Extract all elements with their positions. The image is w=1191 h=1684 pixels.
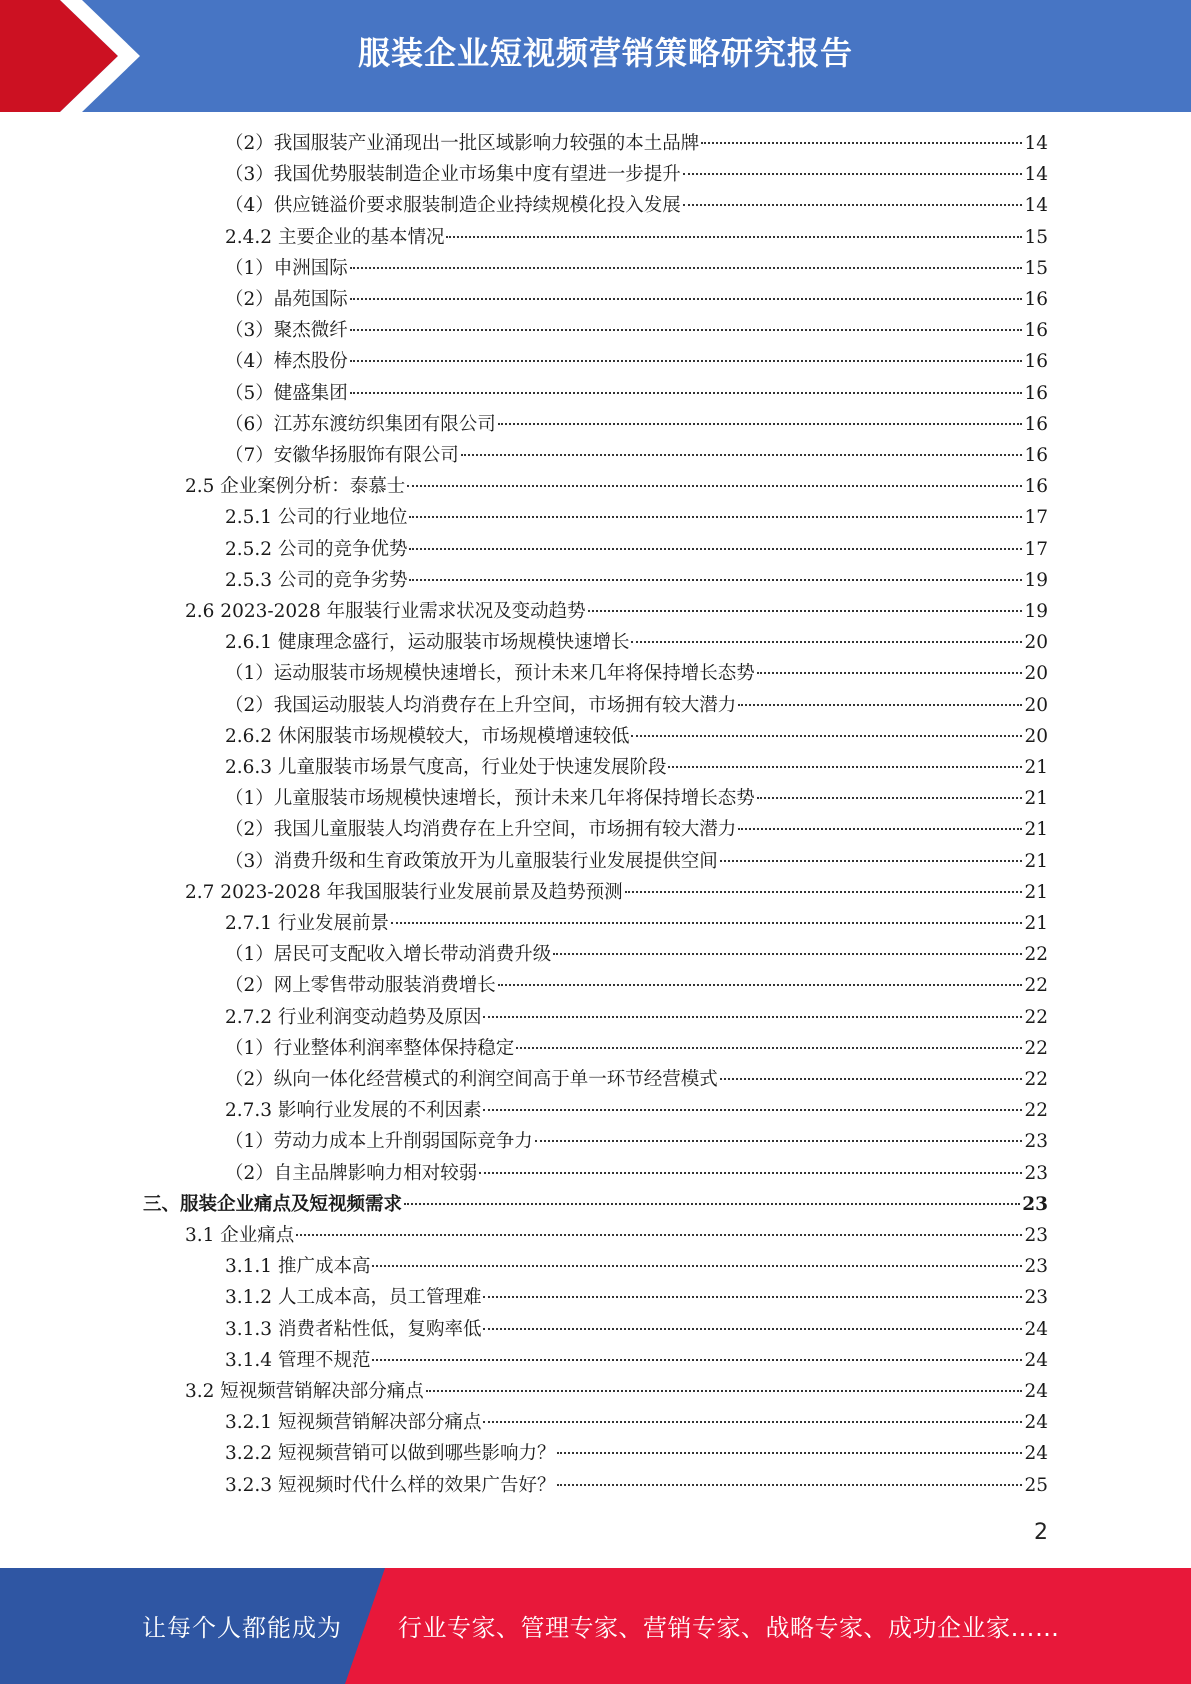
toc-entry-title: 2.7.1 行业发展前景: [225, 913, 389, 934]
toc-dot-leader: [738, 828, 1022, 830]
toc-entry[interactable]: [185, 877, 1048, 908]
toc-entry[interactable]: [185, 596, 1048, 627]
toc-entry-title: 3.2.3 短视频时代什么样的效果广告好？: [225, 1474, 556, 1496]
toc-entry-page: 16: [1024, 320, 1048, 342]
toc-entry-title: 3.1.1 推广成本高: [225, 1256, 371, 1278]
toc-dot-leader: [461, 454, 1023, 456]
toc-dot-leader: [701, 142, 1022, 144]
toc-entry[interactable]: [225, 378, 1048, 409]
toc-entry[interactable]: [225, 752, 1048, 783]
toc-entry[interactable]: [225, 128, 1048, 159]
toc-entry-title: 3.1 企业痛点: [185, 1225, 295, 1246]
toc-dot-leader: [553, 953, 1022, 955]
page-header: [0, 0, 1191, 112]
toc-dot-leader: [350, 392, 1023, 394]
page-footer: [0, 1568, 1191, 1684]
toc-dot-leader: [407, 485, 1022, 487]
toc-entry[interactable]: [225, 1095, 1048, 1126]
toc-dot-leader: [483, 1296, 1022, 1298]
toc-entry-page: 16: [1024, 351, 1048, 373]
toc-entry-title: 三、服装企业痛点及短视频需求: [143, 1193, 403, 1215]
toc-entry[interactable]: [225, 1126, 1048, 1157]
toc-entry-title: （3）我国优势服装制造企业市场集中度有望进一步提升: [225, 164, 681, 186]
toc-dot-leader: [350, 329, 1023, 331]
toc-entry[interactable]: [225, 1064, 1048, 1095]
toc-entry-title: （1）劳动力成本上升削弱国际竞争力: [225, 1131, 533, 1153]
toc-entry[interactable]: [225, 159, 1048, 190]
toc-entry[interactable]: [225, 908, 1048, 939]
toc-entry[interactable]: [225, 1407, 1048, 1438]
toc-entry-page: 21: [1024, 819, 1048, 841]
toc-entry[interactable]: [225, 1314, 1048, 1345]
toc-entry[interactable]: [225, 970, 1048, 1001]
toc-entry[interactable]: [225, 721, 1048, 752]
toc-entry[interactable]: [225, 1251, 1048, 1282]
toc-entry-page: 20: [1024, 663, 1048, 685]
toc-entry[interactable]: [225, 814, 1048, 845]
toc-entry-title: 2.6 2023-2028 年服装行业需求状况及变动趋势: [185, 601, 586, 622]
toc-entry-title: 2.7 2023-2028 年我国服装行业发展前景及趋势预测: [185, 881, 623, 903]
toc-entry-title: （1）申洲国际: [225, 257, 348, 279]
toc-entry[interactable]: [225, 565, 1048, 596]
toc-dot-leader: [391, 922, 1022, 924]
toc-entry[interactable]: [225, 534, 1048, 565]
toc-entry[interactable]: [225, 658, 1048, 689]
toc-entry-page: 21: [1024, 788, 1048, 810]
toc-entry-page: 19: [1024, 601, 1048, 622]
toc-entry-title: （2）我国儿童服装人均消费存在上升空间，市场拥有较大潜力: [225, 819, 737, 841]
toc-entry-page: 24: [1024, 1349, 1048, 1371]
toc-entry[interactable]: [185, 1376, 1048, 1407]
toc-dot-leader: [479, 1172, 1022, 1174]
toc-entry-page: 15: [1024, 257, 1048, 279]
toc-dot-leader: [409, 579, 1022, 581]
toc-entry-title: （1）居民可支配收入增长带动消费升级: [225, 944, 552, 966]
toc-entry-page: 14: [1024, 164, 1048, 186]
toc-entry-page: 24: [1024, 1381, 1048, 1402]
toc-entry-title: （1）行业整体利润率整体保持稳定: [225, 1037, 515, 1059]
toc-dot-leader: [625, 891, 1023, 893]
toc-dot-leader: [738, 704, 1022, 706]
toc-entry-title: （2）晶苑国际: [225, 289, 348, 310]
toc-dot-leader: [350, 298, 1023, 300]
toc-entry-title: （2）自主品牌影响力相对较弱: [225, 1162, 478, 1184]
toc-dot-leader: [683, 204, 1023, 206]
toc-dot-leader: [446, 236, 1022, 238]
toc-entry-title: 3.1.2 人工成本高，员工管理难: [225, 1287, 482, 1309]
toc-entry[interactable]: [225, 1033, 1048, 1064]
toc-dot-leader: [683, 173, 1023, 175]
toc-entry-page: 23: [1024, 1162, 1048, 1184]
toc-entry-page: 24: [1024, 1318, 1048, 1340]
toc-entry-title: （5）健盛集团: [225, 382, 348, 404]
toc-dot-leader: [757, 672, 1023, 674]
toc-entry-title: （2）我国服装产业涌现出一批区域影响力较强的本土品牌: [225, 133, 700, 154]
page-number: 2: [1034, 1520, 1048, 1545]
toc-dot-leader: [483, 1421, 1022, 1423]
toc-entry[interactable]: [225, 315, 1048, 346]
toc-entry[interactable]: [225, 409, 1048, 440]
report-title: 服装企业短视频营销策略研究报告: [357, 34, 853, 72]
toc-entry-page: 21: [1024, 913, 1048, 934]
toc-entry-title: 3.1.3 消费者粘性低，复购率低: [225, 1318, 482, 1340]
toc-entry-page: 22: [1024, 1037, 1048, 1059]
footer-slogan-left: 让每个人都能成为: [142, 1614, 342, 1642]
toc-entry-title: （2）纵向一体化经营模式的利润空间高于单一环节经营模式: [225, 1069, 718, 1090]
toc-entry[interactable]: [225, 440, 1048, 471]
toc-entry[interactable]: [225, 284, 1048, 315]
toc-entry-title: （2）网上零售带动服装消费增长: [225, 975, 496, 997]
toc-dot-leader: [631, 641, 1022, 643]
toc-entry-title: 2.7.3 影响行业发展的不利因素: [225, 1100, 482, 1122]
toc-entry[interactable]: [143, 1189, 1048, 1220]
toc-entry-title: 2.5.1 公司的行业地位: [225, 507, 408, 529]
toc-entry[interactable]: [225, 690, 1048, 721]
toc-entry[interactable]: [225, 846, 1048, 877]
toc-entry-page: 20: [1024, 725, 1048, 747]
toc-entry-title: 3.2.2 短视频营销可以做到哪些影响力？: [225, 1443, 556, 1465]
toc-entry-title: 2.5.2 公司的竞争优势: [225, 538, 408, 560]
toc-entry[interactable]: [225, 222, 1048, 253]
toc-entry-title: 2.5.3 公司的竞争劣势: [225, 569, 408, 591]
toc-dot-leader: [498, 984, 1023, 986]
toc-dot-leader: [588, 610, 1023, 612]
toc-dot-leader: [483, 1328, 1022, 1330]
toc-entry-title: （6）江苏东渡纺织集团有限公司: [225, 413, 496, 435]
toc-entry-page: 23: [1022, 1193, 1048, 1215]
toc-entry[interactable]: [225, 190, 1048, 221]
toc-dot-leader: [720, 1078, 1023, 1080]
toc-dot-leader: [535, 1140, 1023, 1142]
toc-entry[interactable]: [225, 1438, 1048, 1469]
toc-entry-page: 19: [1024, 569, 1048, 591]
toc-entry[interactable]: [225, 1282, 1048, 1313]
toc-entry-page: 17: [1024, 507, 1048, 529]
toc-dot-leader: [426, 1390, 1023, 1392]
toc-entry-title: （3）聚杰微纤: [225, 320, 348, 342]
toc-entry-title: （4）棒杰股份: [225, 351, 348, 373]
toc-dot-leader: [409, 516, 1022, 518]
toc-dot-leader: [757, 797, 1023, 799]
toc-entry[interactable]: [225, 783, 1048, 814]
toc-entry-page: 22: [1024, 975, 1048, 997]
toc-entry-title: 2.7.2 行业利润变动趋势及原因: [225, 1006, 482, 1028]
toc-entry[interactable]: [225, 1002, 1048, 1033]
toc-entry[interactable]: [225, 1470, 1048, 1501]
toc-entry-page: 21: [1024, 850, 1048, 872]
toc-entry[interactable]: [185, 1220, 1048, 1251]
toc-entry-title: （1）儿童服装市场规模快速增长，预计未来几年将保持增长态势: [225, 788, 755, 810]
toc-dot-leader: [409, 548, 1022, 550]
toc-entry-page: 16: [1024, 289, 1048, 310]
toc-entry-page: 23: [1024, 1225, 1048, 1246]
toc-entry-page: 20: [1024, 694, 1048, 716]
toc-entry-page: 23: [1024, 1256, 1048, 1278]
toc-dot-leader: [631, 735, 1022, 737]
toc-entry-page: 16: [1024, 413, 1048, 435]
toc-dot-leader: [498, 423, 1023, 425]
toc-entry-title: （3）消费升级和生育政策放开为儿童服装行业发展提供空间: [225, 850, 718, 872]
toc-entry-page: 22: [1024, 1069, 1048, 1090]
toc-dot-leader: [350, 267, 1023, 269]
toc-entry-page: 14: [1024, 133, 1048, 154]
toc-entry-page: 14: [1024, 195, 1048, 217]
toc-entry-page: 24: [1024, 1412, 1048, 1434]
toc-entry-title: 2.5 企业案例分析：泰慕士: [185, 476, 406, 498]
toc-entry[interactable]: [225, 346, 1048, 377]
toc-entry-page: 16: [1024, 382, 1048, 404]
toc-entry-title: 2.6.1 健康理念盛行，运动服装市场规模快速增长: [225, 632, 630, 654]
toc-entry[interactable]: [225, 502, 1048, 533]
toc-dot-leader: [404, 1203, 1020, 1205]
toc-entry[interactable]: [225, 627, 1048, 658]
toc-entry-page: 17: [1024, 538, 1048, 560]
toc-entry-page: 25: [1024, 1474, 1048, 1496]
toc-entry-title: 3.1.4 管理不规范: [225, 1349, 371, 1371]
toc-entry-title: （2）我国运动服装人均消费存在上升空间，市场拥有较大潜力: [225, 694, 737, 716]
toc-entry[interactable]: [225, 939, 1048, 970]
toc-dot-leader: [350, 360, 1023, 362]
toc-dot-leader: [720, 860, 1023, 862]
toc-entry-title: （7）安徽华扬服饰有限公司: [225, 445, 459, 466]
toc-entry-page: 22: [1024, 1006, 1048, 1028]
toc-dot-leader: [372, 1359, 1022, 1361]
toc-entry-page: 22: [1024, 944, 1048, 966]
toc-entry-page: 23: [1024, 1287, 1048, 1309]
toc-entry-page: 16: [1024, 476, 1048, 498]
toc-entry-page: 23: [1024, 1131, 1048, 1153]
toc-entry[interactable]: [225, 1345, 1048, 1376]
toc-dot-leader: [483, 1109, 1022, 1111]
toc-entry-title: 2.6.2 休闲服装市场规模较大，市场规模增速较低: [225, 725, 630, 747]
toc-entry-title: 3.2 短视频营销解决部分痛点: [185, 1381, 424, 1402]
toc-entry-page: 21: [1024, 881, 1048, 903]
toc-entry-page: 20: [1024, 632, 1048, 654]
toc-entry-page: 21: [1024, 757, 1048, 778]
toc-dot-leader: [372, 1265, 1022, 1267]
toc-entry-title: （1）运动服装市场规模快速增长，预计未来几年将保持增长态势: [225, 663, 755, 685]
toc-dot-leader: [557, 1484, 1022, 1486]
toc-dot-leader: [296, 1234, 1022, 1236]
toc-dot-leader: [516, 1047, 1022, 1049]
toc-entry-page: 15: [1024, 226, 1048, 248]
toc-entry-page: 22: [1024, 1100, 1048, 1122]
toc-entry[interactable]: [225, 1158, 1048, 1189]
toc-dot-leader: [483, 1016, 1022, 1018]
footer-slogan-right: 行业专家、管理专家、营销专家、战略专家、成功企业家……: [398, 1614, 1060, 1642]
toc-entry-title: 2.6.3 儿童服装市场景气度高，行业处于快速发展阶段: [225, 757, 667, 778]
toc-entry-title: 2.4.2 主要企业的基本情况: [225, 226, 445, 248]
toc-entry[interactable]: [225, 253, 1048, 284]
toc-entry-title: 3.2.1 短视频营销解决部分痛点: [225, 1412, 482, 1434]
toc-dot-leader: [557, 1452, 1022, 1454]
toc-entry-title: （4）供应链溢价要求服装制造企业持续规模化投入发展: [225, 195, 681, 217]
toc-dot-leader: [668, 766, 1022, 768]
toc-entry[interactable]: [185, 471, 1048, 502]
toc-entry-page: 16: [1024, 445, 1048, 466]
toc-entry-page: 24: [1024, 1443, 1048, 1465]
